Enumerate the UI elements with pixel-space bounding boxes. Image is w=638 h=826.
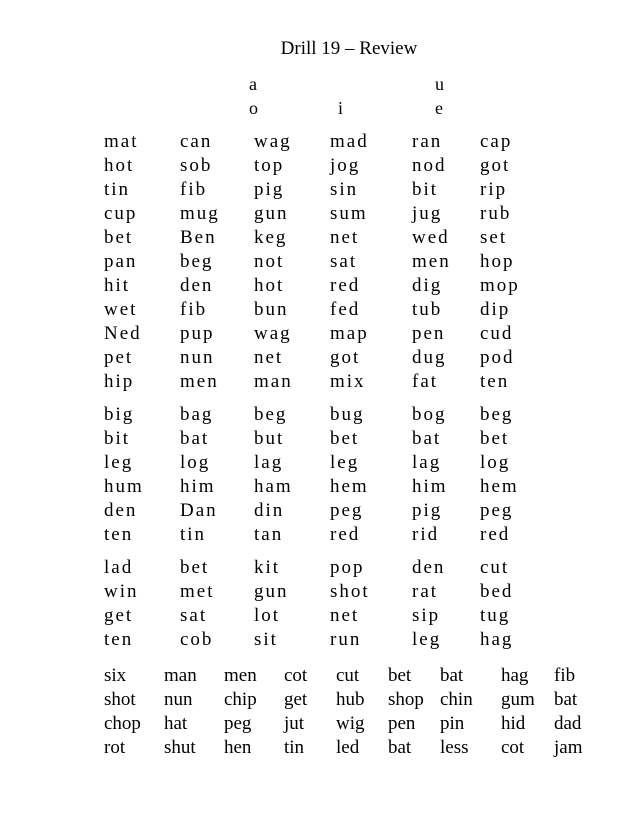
word: bed — [480, 581, 514, 602]
word: net — [254, 347, 284, 368]
word: led — [336, 737, 360, 758]
word: shut — [164, 737, 196, 758]
word: hub — [336, 689, 365, 710]
word: fed — [330, 299, 361, 320]
word: chop — [104, 713, 141, 734]
word: wed — [412, 227, 450, 248]
word: tan — [254, 524, 284, 545]
word: shot — [330, 581, 370, 602]
vowel-o: o — [249, 98, 258, 118]
word: bet — [388, 665, 412, 686]
word: fib — [180, 179, 208, 200]
word: mop — [480, 275, 520, 296]
word: cut — [336, 665, 360, 686]
word: run — [330, 629, 362, 650]
word: dug — [412, 347, 447, 368]
word: sum — [330, 203, 368, 224]
word: pig — [412, 500, 443, 521]
word: jut — [284, 713, 305, 734]
word: peg — [480, 500, 514, 521]
word: ran — [412, 131, 443, 152]
word: man — [254, 371, 293, 392]
word: less — [440, 737, 469, 758]
word: pin — [440, 713, 465, 734]
word: den — [180, 275, 214, 296]
word: hem — [330, 476, 369, 497]
word: peg — [330, 500, 364, 521]
word: net — [330, 227, 360, 248]
word: bit — [104, 428, 131, 449]
word: bit — [412, 179, 439, 200]
word: hag — [501, 665, 529, 686]
word: beg — [254, 404, 288, 425]
word: hen — [224, 737, 252, 758]
word: shot — [104, 689, 136, 710]
word: beg — [180, 251, 214, 272]
word: met — [180, 581, 215, 602]
word: nod — [412, 155, 447, 176]
word: bet — [330, 428, 360, 449]
word: rip — [480, 179, 508, 200]
word: cot — [284, 665, 308, 686]
word: leg — [330, 452, 360, 473]
word: jam — [554, 737, 583, 758]
word: bag — [180, 404, 214, 425]
word: dad — [554, 713, 582, 734]
word: sit — [254, 629, 278, 650]
word: sob — [180, 155, 213, 176]
word: lag — [412, 452, 442, 473]
word: bat — [554, 689, 578, 710]
word: wag — [254, 131, 292, 152]
word: Ben — [180, 227, 217, 248]
word: hat — [164, 713, 188, 734]
word: top — [254, 155, 285, 176]
word: ten — [104, 629, 134, 650]
word: cob — [180, 629, 214, 650]
word: red — [480, 524, 511, 545]
word: ham — [254, 476, 293, 497]
word: keg — [254, 227, 288, 248]
word: cap — [480, 131, 513, 152]
word: him — [180, 476, 216, 497]
word: rot — [104, 737, 126, 758]
word: chin — [440, 689, 473, 710]
word: sat — [330, 251, 358, 272]
word: tin — [284, 737, 305, 758]
word: wet — [104, 299, 138, 320]
word: din — [254, 500, 285, 521]
word: log — [480, 452, 511, 473]
word: pup — [180, 323, 215, 344]
word: hip — [104, 371, 135, 392]
word: hot — [104, 155, 135, 176]
word: not — [254, 251, 285, 272]
word: hid — [501, 713, 526, 734]
word: log — [180, 452, 211, 473]
vowel-a: a — [249, 74, 257, 94]
word: got — [330, 347, 361, 368]
word: wig — [336, 713, 365, 734]
word: lad — [104, 557, 134, 578]
vowel-u: u — [435, 74, 444, 94]
word: den — [104, 500, 138, 521]
word: hot — [254, 275, 285, 296]
word: hop — [480, 251, 515, 272]
word: mug — [180, 203, 220, 224]
word: dig — [412, 275, 443, 296]
word: fat — [412, 371, 439, 392]
word: hit — [104, 275, 131, 296]
title-text: Drill 19 – Review — [280, 38, 418, 59]
word: fib — [180, 299, 208, 320]
word: set — [480, 227, 508, 248]
word: rub — [480, 203, 512, 224]
word: kit — [254, 557, 281, 578]
word: pen — [412, 323, 446, 344]
word: den — [412, 557, 446, 578]
word: bug — [330, 404, 365, 425]
word: leg — [412, 629, 442, 650]
word: ten — [104, 524, 134, 545]
vowel-i: i — [338, 98, 344, 118]
word: rat — [412, 581, 439, 602]
word: pig — [254, 179, 285, 200]
word: pet — [104, 347, 134, 368]
word: man — [164, 665, 197, 686]
word: Ned — [104, 323, 142, 344]
word: gum — [501, 689, 535, 710]
word: pen — [388, 713, 416, 734]
word: pod — [480, 347, 515, 368]
word: hag — [480, 629, 514, 650]
word: fib — [554, 665, 576, 686]
word: red — [330, 524, 361, 545]
word: bun — [254, 299, 289, 320]
word: bat — [388, 737, 412, 758]
vowel-e: e — [435, 98, 443, 118]
word: men — [180, 371, 219, 392]
word: gun — [254, 203, 289, 224]
word: jog — [330, 155, 361, 176]
word: bat — [412, 428, 442, 449]
word: get — [104, 605, 134, 626]
word: jug — [412, 203, 443, 224]
word: map — [330, 323, 369, 344]
word: sat — [180, 605, 208, 626]
word: pop — [330, 557, 365, 578]
word: can — [180, 131, 213, 152]
word: men — [224, 665, 257, 686]
word: sin — [330, 179, 359, 200]
word: chip — [224, 689, 257, 710]
word: lot — [254, 605, 281, 626]
word: cup — [104, 203, 138, 224]
word: mix — [330, 371, 366, 392]
word: gun — [254, 581, 289, 602]
word: bet — [180, 557, 210, 578]
word: shop — [388, 689, 424, 710]
word: him — [412, 476, 448, 497]
word: hum — [104, 476, 144, 497]
word: peg — [224, 713, 252, 734]
word: bet — [480, 428, 510, 449]
word: hem — [480, 476, 519, 497]
word: pan — [104, 251, 138, 272]
page-title — [0, 38, 638, 60]
word: tug — [480, 605, 511, 626]
word: tub — [412, 299, 443, 320]
word: lag — [254, 452, 284, 473]
word: red — [330, 275, 361, 296]
word: cot — [501, 737, 525, 758]
word: leg — [104, 452, 134, 473]
word: Dan — [180, 500, 218, 521]
word: cut — [480, 557, 510, 578]
word: cud — [480, 323, 514, 344]
word: nun — [180, 347, 215, 368]
word: but — [254, 428, 285, 449]
word: bet — [104, 227, 134, 248]
word: sip — [412, 605, 441, 626]
word: six — [104, 665, 127, 686]
word: nun — [164, 689, 193, 710]
word: bog — [412, 404, 447, 425]
word: men — [412, 251, 451, 272]
word: ten — [480, 371, 510, 392]
word: tin — [180, 524, 207, 545]
word: beg — [480, 404, 514, 425]
word: net — [330, 605, 360, 626]
word: wag — [254, 323, 292, 344]
word: tin — [104, 179, 131, 200]
word: dip — [480, 299, 511, 320]
word: got — [480, 155, 511, 176]
word: rid — [412, 524, 440, 545]
word: bat — [440, 665, 464, 686]
word: mat — [104, 131, 139, 152]
word: bat — [180, 428, 210, 449]
word: mad — [330, 131, 369, 152]
word: win — [104, 581, 139, 602]
word: big — [104, 404, 135, 425]
word: get — [284, 689, 308, 710]
